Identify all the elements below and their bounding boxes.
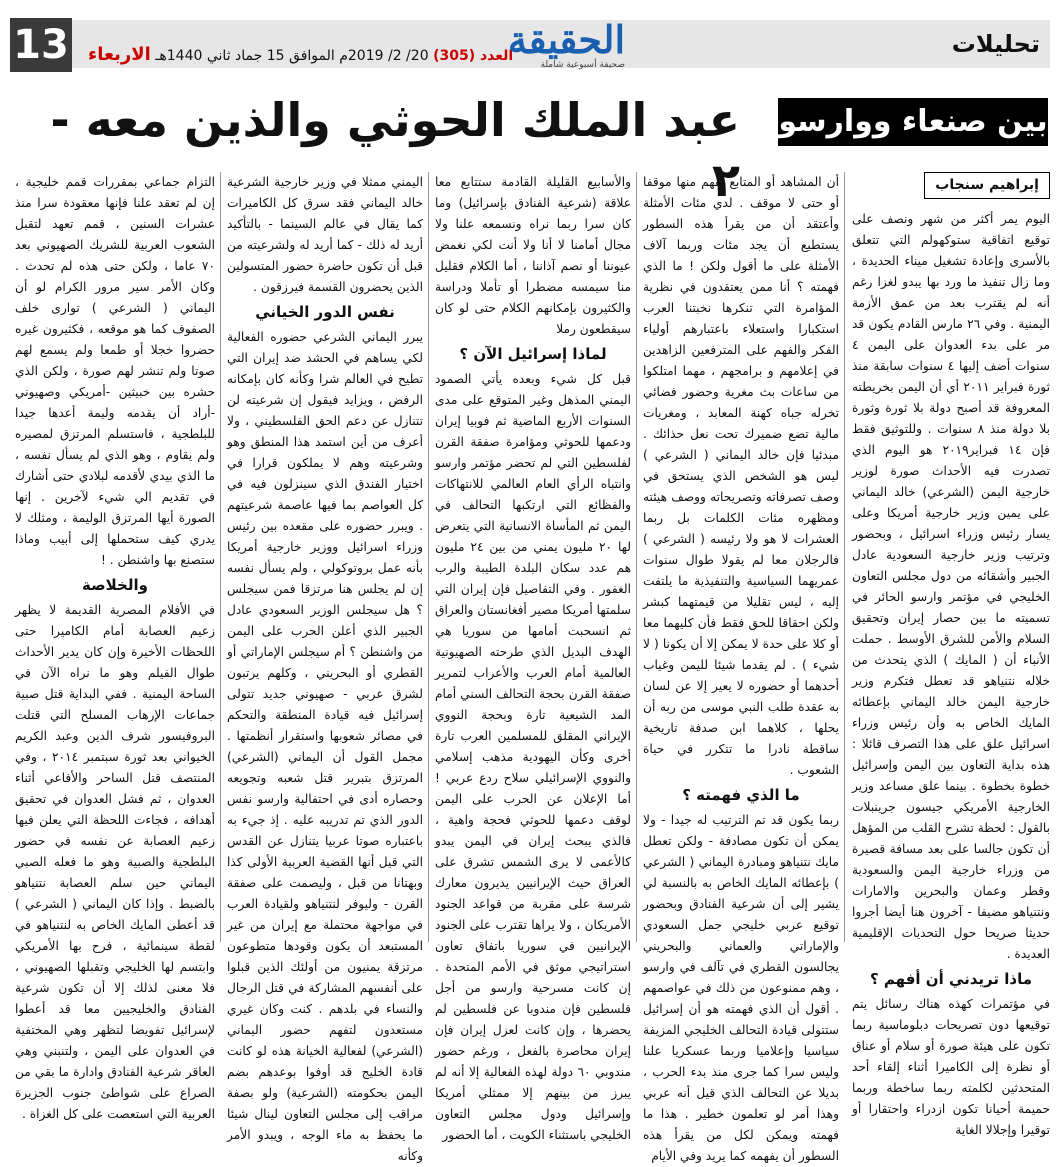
page-number: 13 <box>10 18 72 72</box>
column-2 <box>643 172 839 1163</box>
logo-text: الحقيقة <box>508 17 625 62</box>
day-name: الاربعاء <box>88 44 151 65</box>
article-kicker: بين صنعاء ووارسو <box>778 98 1048 146</box>
column-5-text: التزام جماعي بمقررات قمم خليجية ، إن لم تعقد علنا فإنها معقودة سرا منذ عشرات السنين ، قمم تعهد لتقبل الشعوب العربية للشريك الصهيوني بعد ٧٠ عاما ، ولكن حتى هذه لم تحدث . وكان الأمر سير مرور الكرام لو أن اليماني ( الشرعي ) توارى خلف الصفوف كما هو موقعه ، فكثيرون غيره حضروا خجلا أو طمعا ولم يسمع لهم صوتا ولم تنشر لهم صورة ، ولكن الذي حشره بين خبيثين -أمريكي وصهيوني -أراد أن يقدمه وليمة أعدها جيدا للبلطجية ، فاستسلم المرتزق لمصيره ولم يقاوم ، وهو الذي لم يسأل نفسه ، ما الذي بيدي لأقدمه لبلادي حتى أشارك في تقديم الي شيء لآخرين . إنها الصورة أيها المرتزق الوليمة ، ومثلك لا يدري كيف ستحملها إلى أبيب وماذا ستصنع بها واشنطن . ! <box>15 175 215 567</box>
column-5 <box>15 172 215 1121</box>
column-divider <box>636 172 637 942</box>
column-1-text: اليوم يمر أكثر من شهر ونصف على توقيع اتفاقية ستوكهولم التي تتعلق بالأسرى وإعادة تشغيل ميناء الحديدة ، وما زال تنفيذ ما ورد بها يبدو لغزا رغم أنه لم يقترب بعد من عمق الأزمة اليمنية . وفي ٢٦ مارس القادم يكون قد مر على بدء العدوان على اليمن ٤ سنوات أضف إليها ٤ سنوات سابقة منذ ثورة فبراير ٢٠١١ أي أن اليمن بخريطته المعروفة قد أصبح دولة بلا ثورة وثورة بلا دولة منذ ٨ سنوات . وللتوثيق فقط فإن ١٤ فبراير٢٠١٩ هو اليوم الذي تصدرت فيه الأحداث صورة لوزير خارجية اليمن (الشرعي) خالد اليماني على يمين وزير خارجية أمريكا وعلى يسار رئيس وزراء اسرائيل ، وبحضور وترتيب وزير خارجية السعودية عادل الجبير وأشقائه من دول مجلس التعاون الخليجي في مؤتمر وارسو الحائر في تسميته ما بين حصار إيران وتحقيق السلام والأمن للشرق الأوسط . حملت الأنباء أن ( المايك ) الذي يتحدث من خلاله نتنياهو قد تعطل فتكرم وزير خارجية اليمن خالد اليماني بإعطائه المايك الخاص به وأن رئيس وزراء اسرائيل علق على هذا التصرف قائلا : هذه بداية التعاون بين اليمن وإسرائيل خطوة بخطوة . بينما علق مساعد وزير الخارجية الأمريكي جيسون جرينبلات بالقول : لحظة تشرح القلب من المؤهل أن تكون جالسا على بعد مسافة قصيرة من وزراء خارجية اليمن والسعودية وقطر وعمان والبحرين والامارات ونتنياهو مضيفا - آخرون هنا أيضا أجروا حديثا صريحا حول التحديات الإقليمية العديدة . <box>852 212 1050 961</box>
date-line <box>80 44 513 65</box>
column-4-text-end: يبرر اليماني الشرعي حضوره الفعالية لكي يساهم في الحشد ضد إيران التي تطيح في العالم شرا وكأنه كان بإمكانه الرفض ، ويزايد فيقول إن شرعيته لن تتنازل عن دعم الحق الفلسطيني ، ولا أعرف من أين استمد هذا المنطق وهو وشرعيته وهم لا يملكون قرارا في اختيار الفندق الذي سينزلون فيه في كل العواصم بما فيها عاصمة شرعيتهم . ويبرر حضوره على مقعده بين رئيس وزراء اسرائيل ووزير خارجية أمريكا بأنه عمل بروتوكولي ، ولم يسأل نفسه إن لم يجلس هنا مرتزقا فمن سيجلس ؟ هل سيجلس الوزير السعودي عادل الجبير الذي أعلن الحرب على اليمن من واشنطن ؟ أم سيجلس الإماراتي أو القطري أو البحريني ، وكلهم يرتبون لشرق عربي - صهيوني جديد تتولى إسرائيل فيه قيادة المنطقة والتحكم في مصائر شعوبها واستقرار أنظمتها . مجمل القول أن اليماني (الشرعي) المرتزق بتبرير قتل شعبه وتجويعه وحصاره أدى في احتفالية وارسو نفس الدور الذي تم تدريبه عليه . إذ جيء به باعتباره صوتا عربيا يتنازل عن القدس التي قيل أنها القضية العربية الأولى كذا وبهتانا من قبل ، وليصمت على صفقة القرن - وليوفر لنتنياهو ولقيادة العرب في مواجهة محتملة مع إيران من غير المستبعد أن يكون وقودها متطوعون مرتزقة يمنيون من أولئك الذين قبلوا على أنفسهم المشاركة في قتل الرجال والنساء في بلدهم . كنت وكان غيري مستعدون لتفهم حضور اليماني (الشرعي) لفعالية الخيانة هذه لو كانت قادة الخليج قد أوفوا بوعدهم بضم اليمن بحكومته (الشرعية) ولو بصفة مراقب إلى مجلس التعاون لينال شيئا ما يحفظ به ماء الوجه ، ويبدو الأمر وكأنه <box>227 330 423 1163</box>
column-divider <box>844 172 845 942</box>
column-2-text: أن المشاهد أو المتابع يفهم منها موقفا أو حتى لا موقف . لدي مئات الأمثلة وأعتقد أن من يقرأ هذه السطور يستطيع أن يجد مئات وربما آلاف الأمثلة على ما أقول ولكن ! ما الذي فهمته ؟ أنا ممن يعتقدون في نظرية المؤامرة التي تنكرها نخبتنا العرب استكبارا واستعلاء باعتبارهم أولياء الفكر والفهم على المترفعين الزاهدين في إعلامهم و برامجهم ، مهما امتلكوا من ساعات بث مغرية وحضور فضائي تخرله جباه كهنة المعابد ، ومغريات مالية تضع ضميرك تحت نعل حذائك . مبدئيا فإن خالد اليماني ( الشرعي ) ليس هو الشخص الذي يستحق في وصف تصرفاته وتصريحاته ووصف هيئته ومظهره مئات الكلمات بل ربما العشرات لا هو ولا رئيسه ( الشرعي ) فالرجلان معا لم يقولا طوال سنوات عمريهما السياسية والتنفيذية ما يلتفت إليه ، ليس تقليلا من قيمتهما كبشر ولكن احقاقا للحق فقط فأن كليهما معا أو كلا على حدة لا يمكن إلا أن يكونا ( لا شيء ) . لم يقدما شيئا لليمن وغياب أحدهما أو حضوره لا يعير إلا عن لسان به عقدة طلب النبي موسى من ربه أن يحلها ، كلاهما ابن صدفة تاريخية ساقطة نادرا ما تتكرر في حياة الشعوب . <box>643 175 839 777</box>
column-1-text-end: في مؤتمرات كهذه هناك رسائل يتم توقيعها دون تصريحات دبلوماسية ربما تكون على هيئة صورة أو سلام أو عناق أو نظرة إلى الكاميرا أثناء إلقاء أحد المتحدثين لكلمته ربما ساخطة وربما حميمة أحيانا تكون ازدراء واحتقارا أو توقيرا وإجلالا الغاية <box>852 997 1050 1137</box>
column-5-text-end: في الأفلام المصرية القديمة لا يظهر زعيم العصابة أمام الكاميرا حتى اللحظات الأخيرة وإن كان يدير الأحداث طوال الفيلم وهو ما نراه الآن في الساحة اليمنية . ففي البداية قتل صبية جماعات الإرهاب المسلح التي قتلت البروفيسور شرف الدين وعبد الكريم الخيواني بعد ثورة سبتمبر ٢٠١٤ ، وفي المنتصف قتل الساحر والأفاعي أثناء العدوان ، ثم فشل العدوان في تحقيق أهدافه ، فجاءت اللحظة التي يعلن فيها زعيم العصابة عن نفسه في حضور البلطجية والصبية وهو ما فعله الصبي اليماني حين سلم العصابة نتنياهو بالضبط . وإذا كان اليماني ( الشرعي ) قد أعطى المايك الخاص به لنتنياهو في لقطة سينمائية ، فرح بها الأمريكي وابتسم لها الخليجي وتقبلها الصهيوني ، فلا معنى لذلك إلا أن تكون شرعية الفنادق والخليجيين معا قد أعطوا لإسرائيل تفويضا لتظهر وهي المختفية في العدوان على اليمن ، ولتنبني وهي العاقر شرعية الفنادق وادارة ما بقي من الصراع على شواطئ جنوب الجزيرة العربية التي استعصت على كل الغزاة . <box>15 603 215 1121</box>
column-2-text-end: ربما يكون قد تم الترتيب له جيدا - ولا يمكن أن تكون مصادفة - ولكن تعطل مايك نتنياهو ومبادرة اليماني ( الشرعي ) بإعطائه المايك الخاص به بالنسبة لي يشير إلى أن شرعية الفنادق وبحضور توقيع عربي خليجي جمل السعودي والإماراتي والعماني والبحريني يجالسون القطري في تآلف في وارسو ، وهم ممنوعون من ذلك في عواصمهم . أقول أن الذي فهمته هو أن إسرائيل ستتولى قيادة التحالف الخليجي المزيفة سياسيا وإعلاميا وربما عسكريا علنا وليس سرا كما جرى منذ بدء الحرب ، بديلا عن التحالف الذي قيل أنه عربي وهذا أمر لو تعلمون خطير . هذا ما فهمته ويمكن لكل من يقرأ هذه السطور أن يفهمه كما يريد وفي الأيام <box>643 813 839 1163</box>
column-divider <box>220 172 221 942</box>
article-title: عبد الملك الحوثي والذين معه - ٢ <box>50 93 740 207</box>
logo-tagline: صحيفة أسبوعية شاملة <box>540 60 625 70</box>
column-4-text: اليمني ممثلا في وزير خارجية الشرعية خالد اليماني فقد سرق كل الكاميرات كما يقال في عالم السينما - بالتأكيد أريد له ذلك - كما أريد له ولشرعيته من قبل أن تكون حاضرة حضور المتسولين الذين يحضرون القسمة فيرزقون . <box>227 175 423 294</box>
column-2-subhead: ما الذي فهمته ؟ <box>682 786 800 804</box>
page-header <box>0 0 1058 80</box>
column-1-subhead: ماذا تريدني أن أفهم ؟ <box>870 970 1032 988</box>
column-4-subhead: نفس الدور الخياني <box>255 303 395 321</box>
column-4 <box>227 172 423 1163</box>
column-3-text: والأسابيع القليلة القادمة ستتابع معا علاقة (شرعية الفنادق بإسرائيل) وما كان سرا ربما نراه ونسمعه علنا ولا مجال أمامنا لا أنا ولا أنت لكي نغمض عيوننا أو نصم آذاننا ، أما الكلام فقليل منا سيمسه مضطرا أو تأملا ودراسة والكثيرون بإمكانهم الكلام حتى لو كان سيقطعون رملا <box>435 175 631 336</box>
article-columns <box>10 172 1050 1163</box>
column-3 <box>435 172 631 1142</box>
date-text: 20/ 2/ 2019م الموافق 15 جماد ثاني 1440هـ <box>155 48 429 64</box>
column-1 <box>852 172 1050 1137</box>
column-3-subhead: لماذا إسرائيل الآن ؟ <box>459 345 607 363</box>
newspaper-logo <box>455 17 625 72</box>
column-divider <box>428 172 429 942</box>
issue-number: العدد (305) <box>433 48 514 64</box>
column-3-text-end: قبل كل شيء وبعده يأتي الصمود اليمني المذهل وغير المتوقع على مدى السنوات الأربع الماضية ثم فوبيا إيران ودعمها للحوثي ومؤامرة صفقة القرن لفلسطين التي لم تحضر مؤتمر وارسو وانتباه الرأي العام العالمي للانتهاكات والفظائع التي ارتكبها التحالف في اليمن ثم المأساة الانسانية التي يتعرض لها ٢٠ مليون يمني من بين ٢٤ مليون هم عدد سكان البلدة الطيبة والرب الغفور . وفي التفاصيل فإن إيران التي سلمتها أمريكا مصير أفغانستان والعراق ثم انسحبت أمامها من سوريا هي الهدف البديل الذي طرحته الصهيونية العالمية أمام العرب والأعراب لتمرير صفقة القرن بحجة التحالف السني أمام المد الشيعية تارة وبحجة النووي الإيراني المقلق للمسلمين العرب تارة أخرى وكأن اليهودية مذهب إسلامي والنووي الإسرائيلي سلاح ردع عربي ! أما الإعلان عن الحرب على اليمن لوقف دعمها للحوثي فحجة واهية ، فالذي يبحث إيران في اليمن يبدو كالأعمى لا يرى الشمس تشرق على العراق حيث الإيرانيين يديرون معارك شرسة على مقربة من قواعد الجنود الأمريكان ، ولا يراها تقترب على الجنود الإيرانيين في سوريا باتفاق تعاون استراتيجي موثق في الأمم المتحدة . إن كانت مسرحية وارسو من أجل فلسطين فإن مندوبا عن فلسطين لم يحضرها ، وإن كانت لعزل إيران فإن إيران محاصرة بالفعل ، ورغم حضور مندوبي ٦٠ دولة لهذه الفعالية إلا أنه لم يبرز من بينهم إلا ممثلي أمريكا وإسرائيل ودول مجلس التعاون الخليجي باستثناء الكويت ، أما الحضور <box>435 372 631 1142</box>
section-title: تحليلات <box>951 30 1040 58</box>
author-name: إبراهيم سنجاب <box>924 172 1050 199</box>
column-5-subhead: والخلاصة <box>82 576 148 594</box>
